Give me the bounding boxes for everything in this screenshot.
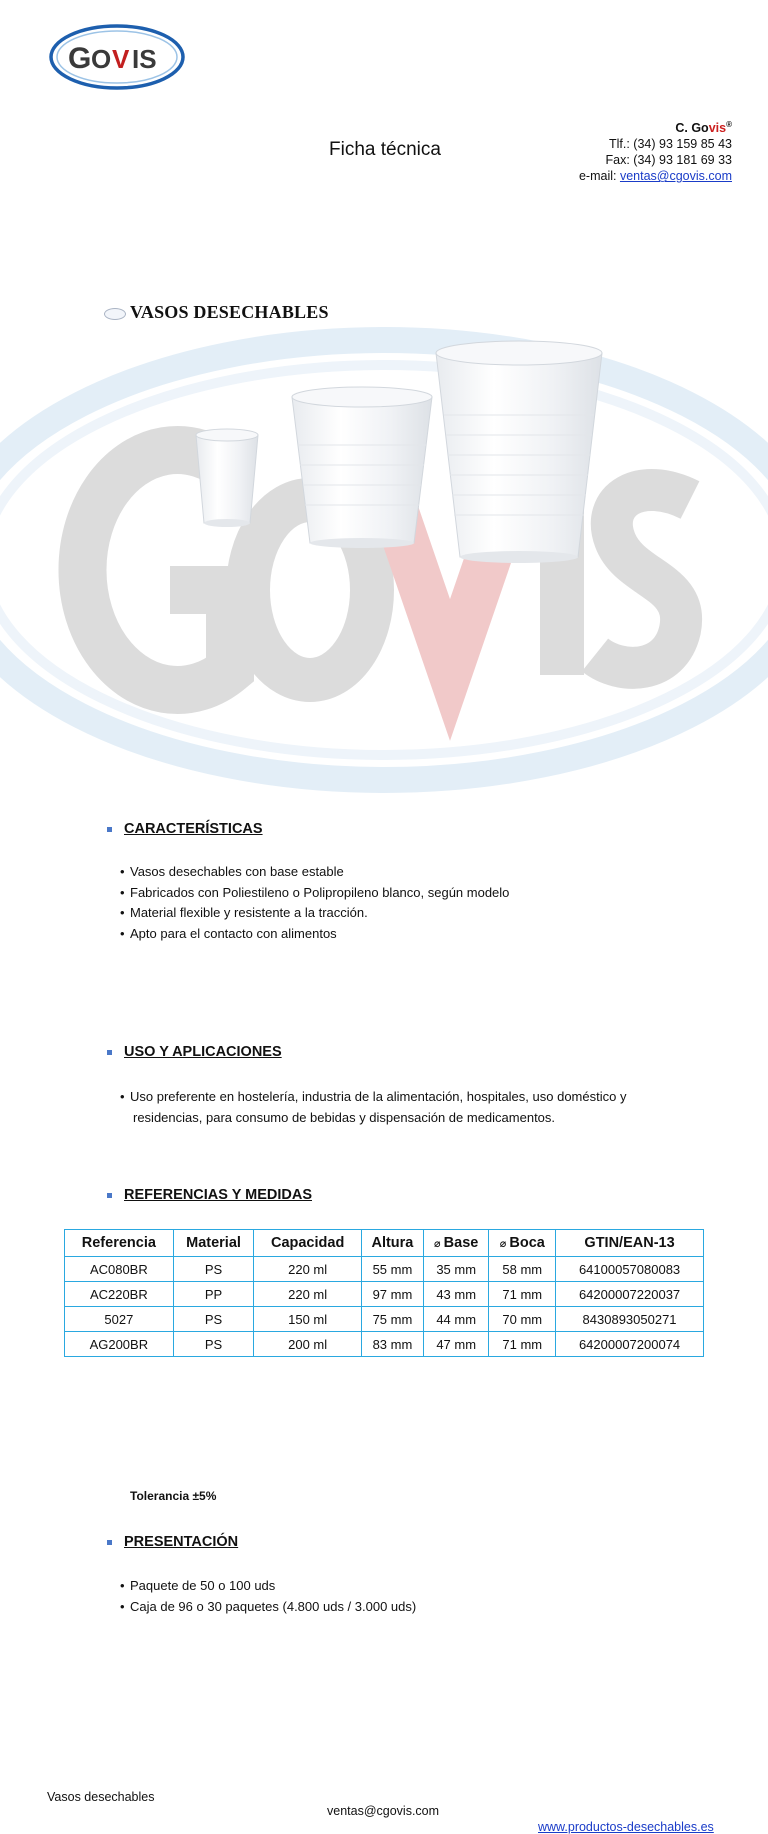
table-cell: AG200BR — [65, 1332, 174, 1357]
table-cell: 71 mm — [489, 1282, 556, 1307]
table-cell: 5027 — [65, 1307, 174, 1332]
table-cell: 44 mm — [423, 1307, 489, 1332]
section-uso-title: USO Y APLICACIONES — [107, 1044, 768, 1060]
table-row — [65, 1282, 704, 1307]
section-referencias-title: REFERENCIAS Y MEDIDAS — [107, 1187, 768, 1203]
col-header: Material — [173, 1230, 254, 1257]
table-cell: PS — [173, 1307, 254, 1332]
contact-block — [0, 117, 732, 184]
table-row — [65, 1332, 704, 1357]
col-header: Referencia — [65, 1230, 174, 1257]
table-cell: 35 mm — [423, 1257, 489, 1282]
footer-product: Vasos desechables — [47, 1790, 155, 1805]
tolerance-note: Tolerancia ±5% — [130, 1489, 217, 1504]
table-cell: AC220BR — [65, 1282, 174, 1307]
table-cell: PS — [173, 1332, 254, 1357]
table-cell: 97 mm — [361, 1282, 423, 1307]
footer-email: ventas@cgovis.com — [327, 1804, 440, 1819]
col-header-base: ⌀ Base — [423, 1230, 489, 1257]
table-cell: 64200007200074 — [556, 1332, 704, 1357]
table-row — [65, 1307, 704, 1332]
table-cell: 71 mm — [489, 1332, 556, 1357]
list-item: • Fabricados con Poliestileno o Polipropileno blanco, según modelo — [120, 884, 510, 900]
list-item: • Uso preferente en hostelería, industria de la alimentación, hospitales, uso doméstico y — [120, 1089, 627, 1105]
svg-text:V: V — [112, 44, 130, 74]
email-link[interactable]: ventas@cgovis.com — [619, 169, 732, 184]
table-header-row — [65, 1230, 704, 1257]
list-item: • Apto para el contacto con alimentos — [120, 925, 337, 941]
square-bullet-icon — [107, 1193, 112, 1198]
table-cell: 220 ml — [254, 1282, 362, 1307]
list-item: • Vasos desechables con base estable — [120, 864, 344, 880]
svg-text:O: O — [91, 44, 112, 74]
uso-text — [120, 1087, 720, 1128]
email-line: e-mail: ventas@cgovis.com — [578, 169, 732, 184]
table-cell: 55 mm — [361, 1257, 423, 1282]
list-item: • Material flexible y resistente a la tracción. — [120, 905, 368, 921]
table-cell: 75 mm — [361, 1307, 423, 1332]
square-bullet-icon — [107, 1050, 112, 1055]
list-item-continuation: residencias, para consumo de bebidas y dispensación de medicamentos. — [133, 1109, 556, 1125]
table-cell: AC080BR — [65, 1257, 174, 1282]
caracteristicas-list — [120, 862, 768, 944]
svg-text:G: G — [68, 42, 92, 75]
table-cell: 83 mm — [361, 1332, 423, 1357]
list-item: • Caja de 96 o 30 paquetes (4.800 uds / 3.000 uds) — [120, 1598, 417, 1614]
phone: Tlf.: (34) 93 159 85 43 — [609, 137, 732, 152]
references-table — [64, 1229, 704, 1357]
presentacion-list — [120, 1576, 768, 1617]
table-cell: 150 ml — [254, 1307, 362, 1332]
table-cell: 43 mm — [423, 1282, 489, 1307]
fax: Fax: (34) 93 181 69 33 — [605, 153, 732, 168]
page-title: Ficha técnica — [329, 139, 441, 160]
col-header-boca: ⌀ Boca — [489, 1230, 556, 1257]
company-name: C. Govis® — [675, 120, 732, 136]
square-bullet-icon — [107, 827, 112, 832]
table-cell: 200 ml — [254, 1332, 362, 1357]
diameter-icon: ⌀ — [499, 1238, 507, 1251]
col-header: GTIN/EAN-13 — [556, 1230, 704, 1257]
table-cell: PP — [173, 1282, 254, 1307]
section-caracteristicas-title: CARACTERÍSTICAS — [107, 821, 768, 837]
table-cell: PS — [173, 1257, 254, 1282]
govis-logo — [48, 22, 186, 92]
col-header: Altura — [361, 1230, 423, 1257]
square-bullet-icon — [107, 1540, 112, 1545]
three-plastic-cups-image — [186, 335, 606, 575]
footer-website-link[interactable]: www.productos-desechables.es — [538, 1820, 714, 1834]
table-cell: 47 mm — [423, 1332, 489, 1357]
table-cell: 220 ml — [254, 1257, 362, 1282]
table-cell: 64100057080083 — [556, 1257, 704, 1282]
table-cell: 70 mm — [489, 1307, 556, 1332]
list-item: • Paquete de 50 o 100 uds — [120, 1578, 276, 1594]
product-title: VASOS DESECHABLES — [104, 302, 768, 323]
oval-bullet-icon — [104, 308, 126, 320]
diameter-icon: ⌀ — [434, 1238, 441, 1251]
section-presentacion-title: PRESENTACIÓN — [107, 1534, 768, 1550]
table-row — [65, 1257, 704, 1282]
svg-text:IS: IS — [132, 44, 157, 74]
table-cell: 64200007220037 — [556, 1282, 704, 1307]
col-header: Capacidad — [254, 1230, 362, 1257]
table-cell: 8430893050271 — [556, 1307, 704, 1332]
table-cell: 58 mm — [489, 1257, 556, 1282]
